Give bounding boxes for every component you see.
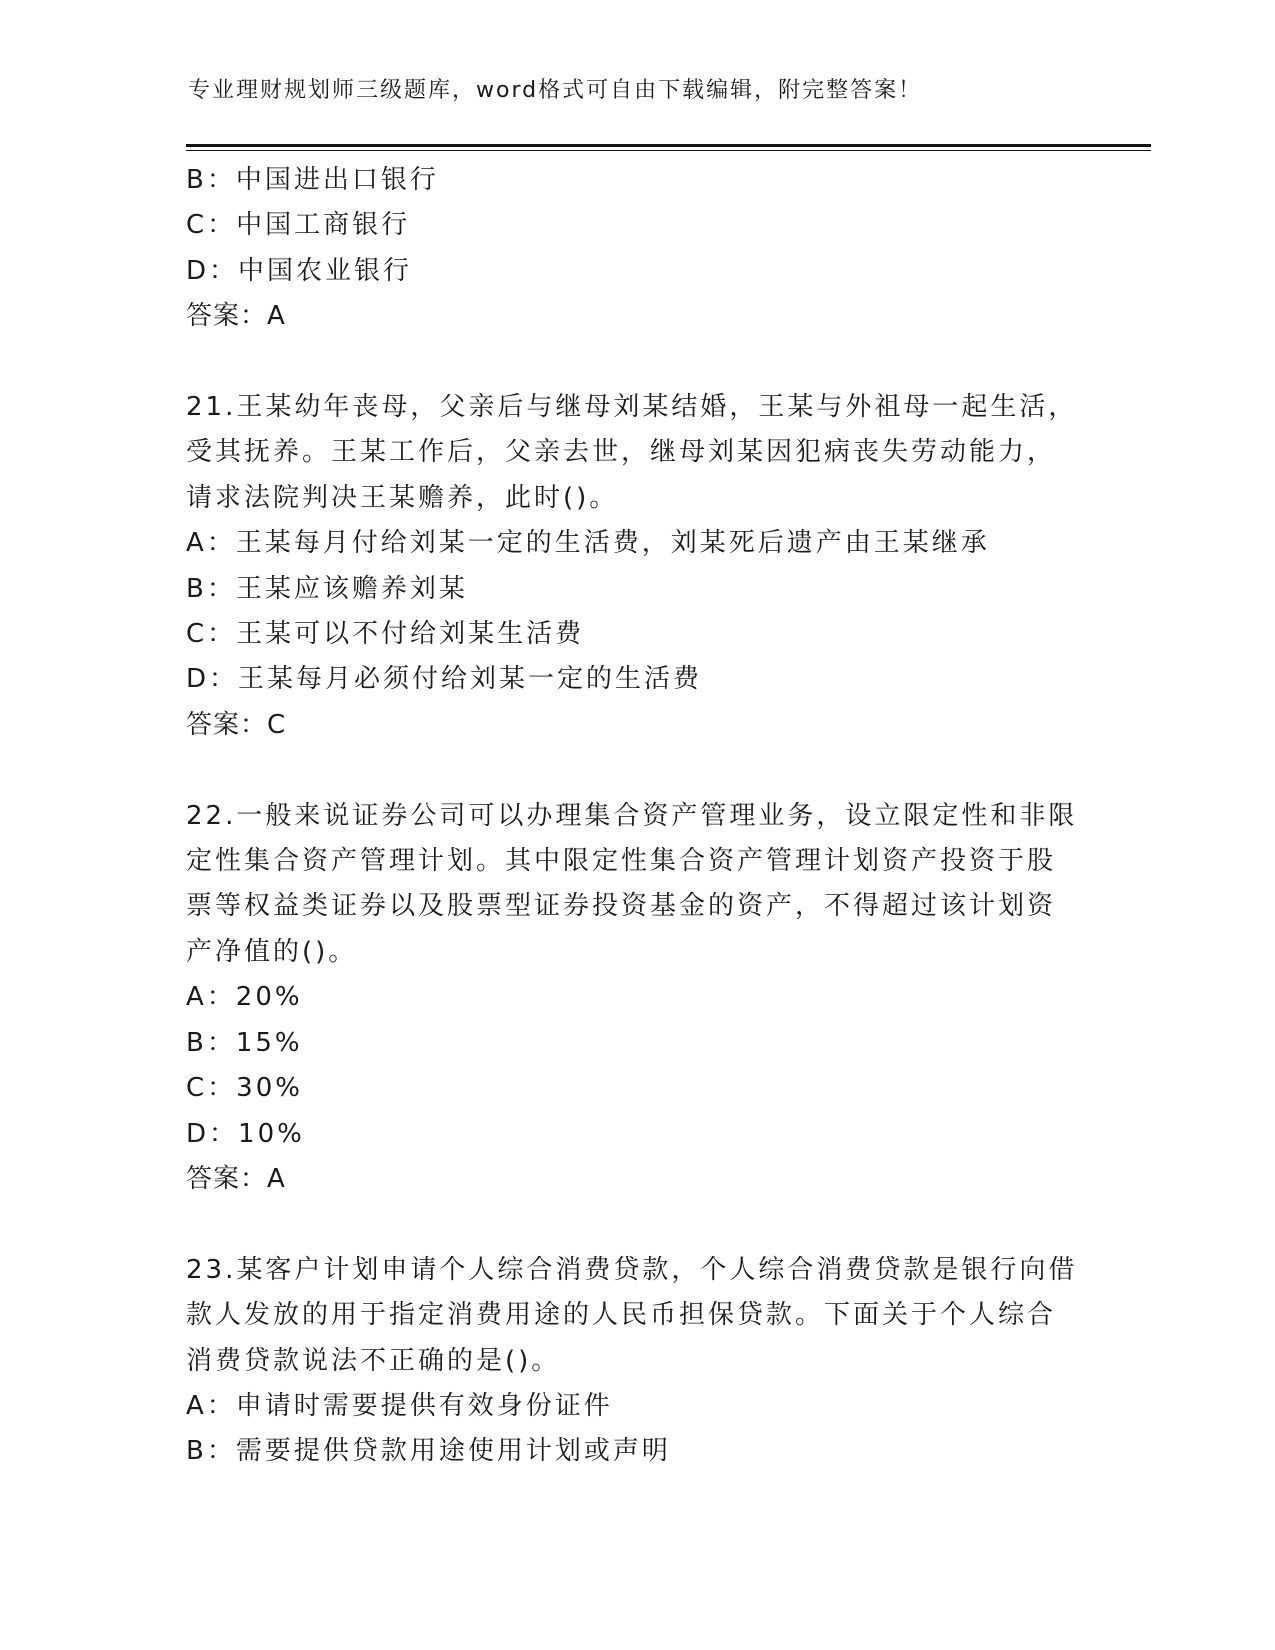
question-22-stem [186, 794, 1086, 976]
question-23-stem [186, 1248, 1086, 1384]
option-d: D：王某每月必须付给刘某一定的生活费 [186, 664, 703, 695]
question-22-options [186, 975, 1086, 1157]
question-20-answer: 答案：A [186, 301, 286, 332]
option-d: D：中国农业银行 [186, 255, 413, 286]
spacer [186, 748, 1086, 793]
option-a: A：申请时需要提供有效身份证件 [186, 1390, 613, 1421]
option-d: D：10% [186, 1118, 305, 1149]
header-rule-thick [186, 144, 1151, 147]
question-23-options [186, 1384, 1086, 1475]
stem-line: 23.某客户计划申请个人综合消费贷款，个人综合消费贷款是银行向借 [186, 1254, 1078, 1285]
option-a: A：王某每月付给刘某一定的生活费，刘某死后遗产由王某继承 [186, 528, 990, 559]
question-20-options [186, 158, 1086, 294]
question-21-answer: 答案：C [186, 709, 287, 740]
stem-line: 票等权益类证券以及股票型证券投资基金的资产，不得超过该计划资 [186, 891, 1057, 922]
option-a: A：20% [186, 982, 303, 1013]
question-21-stem [186, 385, 1086, 521]
stem-line: 消费贷款说法不正确的是()。 [186, 1345, 561, 1376]
option-b: B：需要提供贷款用途使用计划或声明 [186, 1436, 671, 1467]
option-c: C：王某可以不付给刘某生活费 [186, 619, 585, 650]
stem-line: 22.一般来说证券公司可以办理集合资产管理业务，设立限定性和非限 [186, 800, 1078, 831]
option-b: B：中国进出口银行 [186, 165, 439, 195]
spacer [186, 1202, 1086, 1247]
stem-line: 定性集合资产管理计划。其中限定性集合资产管理计划资产投资于股 [186, 846, 1057, 877]
page-header: 专业理财规划师三级题库，word格式可自由下载编辑，附完整答案！ [188, 78, 923, 103]
question-21-options [186, 521, 1086, 703]
stem-line: 请求法院判决王某赡养，此时()。 [186, 482, 619, 513]
header-rule-thin [186, 150, 1151, 151]
spacer [186, 340, 1086, 385]
stem-line: 21.王某幼年丧母，父亲后与继母刘某结婚，王某与外祖母一起生活， [186, 392, 1078, 423]
question-content [186, 158, 1086, 1475]
stem-line: 款人发放的用于指定消费用途的人民币担保贷款。下面关于个人综合 [186, 1300, 1057, 1331]
option-c: C：30% [186, 1073, 303, 1104]
question-22-answer: 答案：A [186, 1163, 286, 1194]
option-b: B：王某应该赡养刘某 [186, 573, 468, 604]
stem-line: 受其抚养。王某工作后，父亲去世，继母刘某因犯病丧失劳动能力， [186, 437, 1057, 468]
option-c: C：中国工商银行 [186, 210, 411, 241]
stem-line: 产净值的()。 [186, 936, 358, 967]
option-b: B：15% [186, 1027, 303, 1058]
